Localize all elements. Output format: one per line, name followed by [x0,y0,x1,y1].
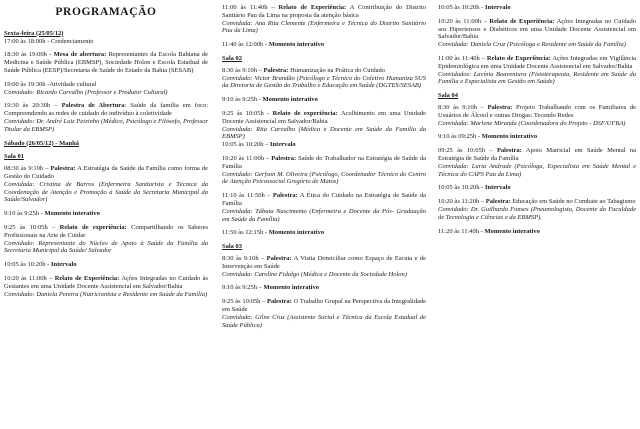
guest-info: Convidado: Dr. André Luiz Peixinho (Médico, Psicólogo e Filósofo, Professor Titular da EBMSP) [4,117,209,133]
guest-info: Convidada: Rita Carvalho (Médica e Docente em Saúde da Família da EBMSP) [222,125,426,141]
schedule-item: 8:30 às 9:10h – Palestra: Humanização na Prática do Cuidado Convidado: Victor Brandão (Psicólogo e Técnico do Coletivo Humaniza SUS da Diretoria de Gestão do Trabalho e Educação em Saúde (DGTES/SESAB) [222,66,426,90]
day-heading-friday: Sexta-feira (25/05/12) [4,29,64,37]
guest-info: Convidada: Tábata Nascimento (Enfermeira e Docente da Pós- Graduação em Saúde da Família) [222,207,426,223]
guest-info: Convidada: Cristina de Barros (Enfermeira Sanitarista e Técnica da Coordenação de Atenção e Promoção à Saúde da Secretaria Municipal da Saúde/Salvador) [4,180,208,204]
schedule-item: 19:00 às 19:30h -Atividade cultural Convidado: Ricardo Carvalho (Professor e Produtor Cultural) [4,81,208,97]
schedule-item: 18:30 às 19:00h - Mesa de abertura: Representantes da Escola Bahiana de Medicina e Saúde Pública (EBMSP), Sociedade Holon e Escola Estadual de Saúde Pública (EESP)/Secretaria de Saúde do Estado da Bahia (SESAB) [4,51,209,74]
page-title: PROGRAMAÇÃO [55,6,157,18]
schedule-item: 09:25 às 10:05h – Palestra: Apoio Matricial em Saúde Mental na Estratégia de Saúde da Família Convidada: Luria Andrade (Psicóloga, Especialista em Saúde Mental e Técnica do CAPS Pau da Lima) [438,147,637,178]
day-heading-saturday: Sábado (26/05/12) - Manhã [4,139,79,147]
guest-info: Convidado: Gilne Cruz (Assistente Social e Técnica da Escola Estadual de Saúde Pública) [222,313,426,329]
schedule-item: 9:10 às 09:25h - Momento interativo [438,133,538,141]
schedule-item: 11:10 às 11:50h – Palestra: A Ética do Cuidado na Estratégia de Saúde da Família Convidada: Tábata Nascimento (Enfermeira e Docente da Pós- Graduação em Saúde da Família) [222,192,427,223]
schedule-item: 08:30 às 9:10h – Palestra: A Estratégia da Saúde da Família como forma de Gestão do Cuidado Convidada: Cristina de Barros (Enfermeira Sanitarista e Técnica da Coordenação de Atenção e Promoção à Saúde da Secretaria Municipal da Saúde/Salvador) [4,165,209,204]
room-heading: Sala 02 [222,54,243,62]
guest-info: Convidada: Caroline Fidalgo (Médica e Docente da Sociedade Holon) [222,270,407,278]
schedule-item: 10:05 às 10:20h - Intervalo [438,184,511,192]
program-column-2 [222,0,426,335]
schedule-item: 11:00 às 11:40h – Relato de Experiência: A Contribuição do Distrito Sanitário Pau da Lima na proposta da atenção básica Convidada: Ana Rita Clemente (Enfermeira e Técnica do Distrito Sanitário Pau da Lima) [222,4,427,35]
schedule-item: 10:05 às 10:20h - Intervalo [438,4,511,11]
program-column-1 [4,0,208,304]
guest-info: Convidado: Victor Brandão (Psicólogo e Técnico do Coletivo Humaniza SUS da Diretoria de Gestão do Trabalho e Educação em Saúde (DGTES/SESAB) [222,74,426,90]
schedule-item: 17:00 às 18:00h - Credenciamento [4,37,94,45]
schedule-item: 9:25 às 10:05h - Relato de experiência: Acolhimento em uma Unidade Docente Assistencial em Salvador/Bahia Convidada: Rita Carvalho (Médica e Docente em Saúde da Família da EBMSP) 10:05 às 10:20h – Intervalo [222,109,426,149]
schedule-item: 10:20 às 11:00h – Relato de Experiência: Ações Integradas no Cuidado às Gestantes em uma Unidade Docente Assistencial em Salvador/Bahia Convidado: Daniela Pereira (Nutricionista e Residente em Saúde da Família) [4,274,208,298]
schedule-item: 11:20 às 11:40h - Momento interativo [438,227,540,235]
guest-info: Convidada: Luria Andrade (Psicóloga, Especialista em Saúde Mental e Técnica do CAPS Pau da Lima) [438,162,636,178]
schedule-item: 10:20 às 11:00h – Palestra: Saúde do Trabalhador na Estratégia de Saúde da Família Convidado: Gerfson M. Oliveira (Psicólogo, Coordenador Técnico do Centro de Atenção Psicossocial Gregório de Matos) [222,154,426,186]
program-column-3 [438,0,636,241]
guest-info: Convidado: Daniela Pereira (Nutricionista e Residente em Saúde da Família) [4,290,208,298]
guest-info: Convidado: Representante do Núcleo de Apoio à Saúde da Família da Secretaria Municipal da Saúde/ Salvador [4,239,208,255]
guest-info: Convidados: Lavínia Boaventura (Fisioterapeuta, Residente em Saúde da Família e Especialista em Gestão em Saúde) [438,70,636,86]
schedule-item: 8:30 às 9:10h – Palestra: A Visita Domiciliar como Espaço de Escuta e de Intervenção em Saúde Convidada: Caroline Fidalgo (Médica e Docente da Sociedade Holon) [222,254,426,278]
schedule-item: 8:30 às 9:10h – Palestra: Projeto Trabalhando com os Familiares de Usuários de Álcool e outras Drogas: Tecendo Redes Convidada: Marlene Miranda (Coordenadora do Projeto - DSF/UFBA) [438,103,636,127]
schedule-item: 9:25 às 10:05h – Palestra: O Trabalho Grupal na Perspectiva da Integralidade em Saúde Convidado: Gilne Cruz (Assistente Social e Técnica da Escola Estadual de Saúde Pública) [222,298,427,329]
schedule-item: 11:40 às 12:00h - Momento interativo [222,41,325,49]
room-heading: Sala 03 [222,243,243,251]
guest-info: Convidado: Gerfson M. Oliveira (Psicólogo, Coordenador Técnico do Centro de Atenção Psicossocial Gregório de Matos) [222,170,426,186]
schedule-item: 9:10 às 9:25h - Momento interativo [222,96,318,104]
schedule-item: 9:10 às 9:25h - Momento interativo [4,210,100,218]
guest-info: Convidado: Dr. Guilhardo Fonses (Pneumologista, Docente da Faculdade de Tecnologia e Ciências e da EBMSP). [438,205,636,221]
guest-info: Convidada: Ana Rita Clemente (Enfermeira e Técnica do Distrito Sanitário Pau da Lima) [222,19,426,35]
guest-info: Convidada: Marlene Miranda (Coordenadora do Projeto - DSF/UFBA) [438,119,626,127]
schedule-item: 10:20 às 11:20h – Palestra: Educação em Saúde no Combate ao Tabagismo Convidado: Dr. Guilhardo Fonses (Pneumologista, Docente da Faculdade de Tecnologia e Ciências e da EBMSP). [438,198,636,221]
guest-info: Convidado: Ricardo Carvalho (Professor e Produtor Cultural) [4,88,168,96]
guest-info: Convidada: Daniela Cruz (Psicóloga e Residente em Saúde da Família) [438,41,626,49]
room-heading: Sala 01 [4,153,25,161]
room-heading: Sala 04 [438,92,459,100]
schedule-item: 10:05 às 10:20h - Intervalo [4,261,77,269]
schedule-item: 9:25 às 10:05h – Relato de experiência: Compartilhando os Saberes Profissionais na Arte de Cuidar Convidado: Representante do Núcleo de Apoio à Saúde da Família da Secretaria Municipal da Saúde/ Salvador [4,223,209,255]
schedule-item: 9:10 às 9:25h – Momento interativo [222,284,319,292]
schedule-item: 10:20 às 11:00h – Relato de Experiência: Ações Integradas no Cuidado aos Hipertensos e Diabéticos em uma Unidade Docente Assistencial em Salvador/Bahia Convidada: Daniela Cruz (Psicóloga e Residente em Saúde da Família) [438,17,636,49]
schedule-item: 11:00 às 11:40h – Relato de Experiência: Ações Integradas em Vigilância Epidemiológica em uma Unidade Docente Assistencial em Salvador/Bahia Convidados: Lavínia Boaventura (Fisioterapeuta, Residente em Saúde da Família e Especialista em Gestão em Saúde) [438,54,637,86]
schedule-item: 19:30 às 20:30h – Palestra de Abertura: Saúde da família em foco: Compreendendo as redes de cuidado do indivíduo à coletividade Convidado: Dr. André Luiz Peixinho (Médico, Psicólogo e Filósofo, Professor Titular da EBMSP) [4,102,209,133]
schedule-item: 11:50 às 12:15h - Momento interativo [222,229,325,237]
